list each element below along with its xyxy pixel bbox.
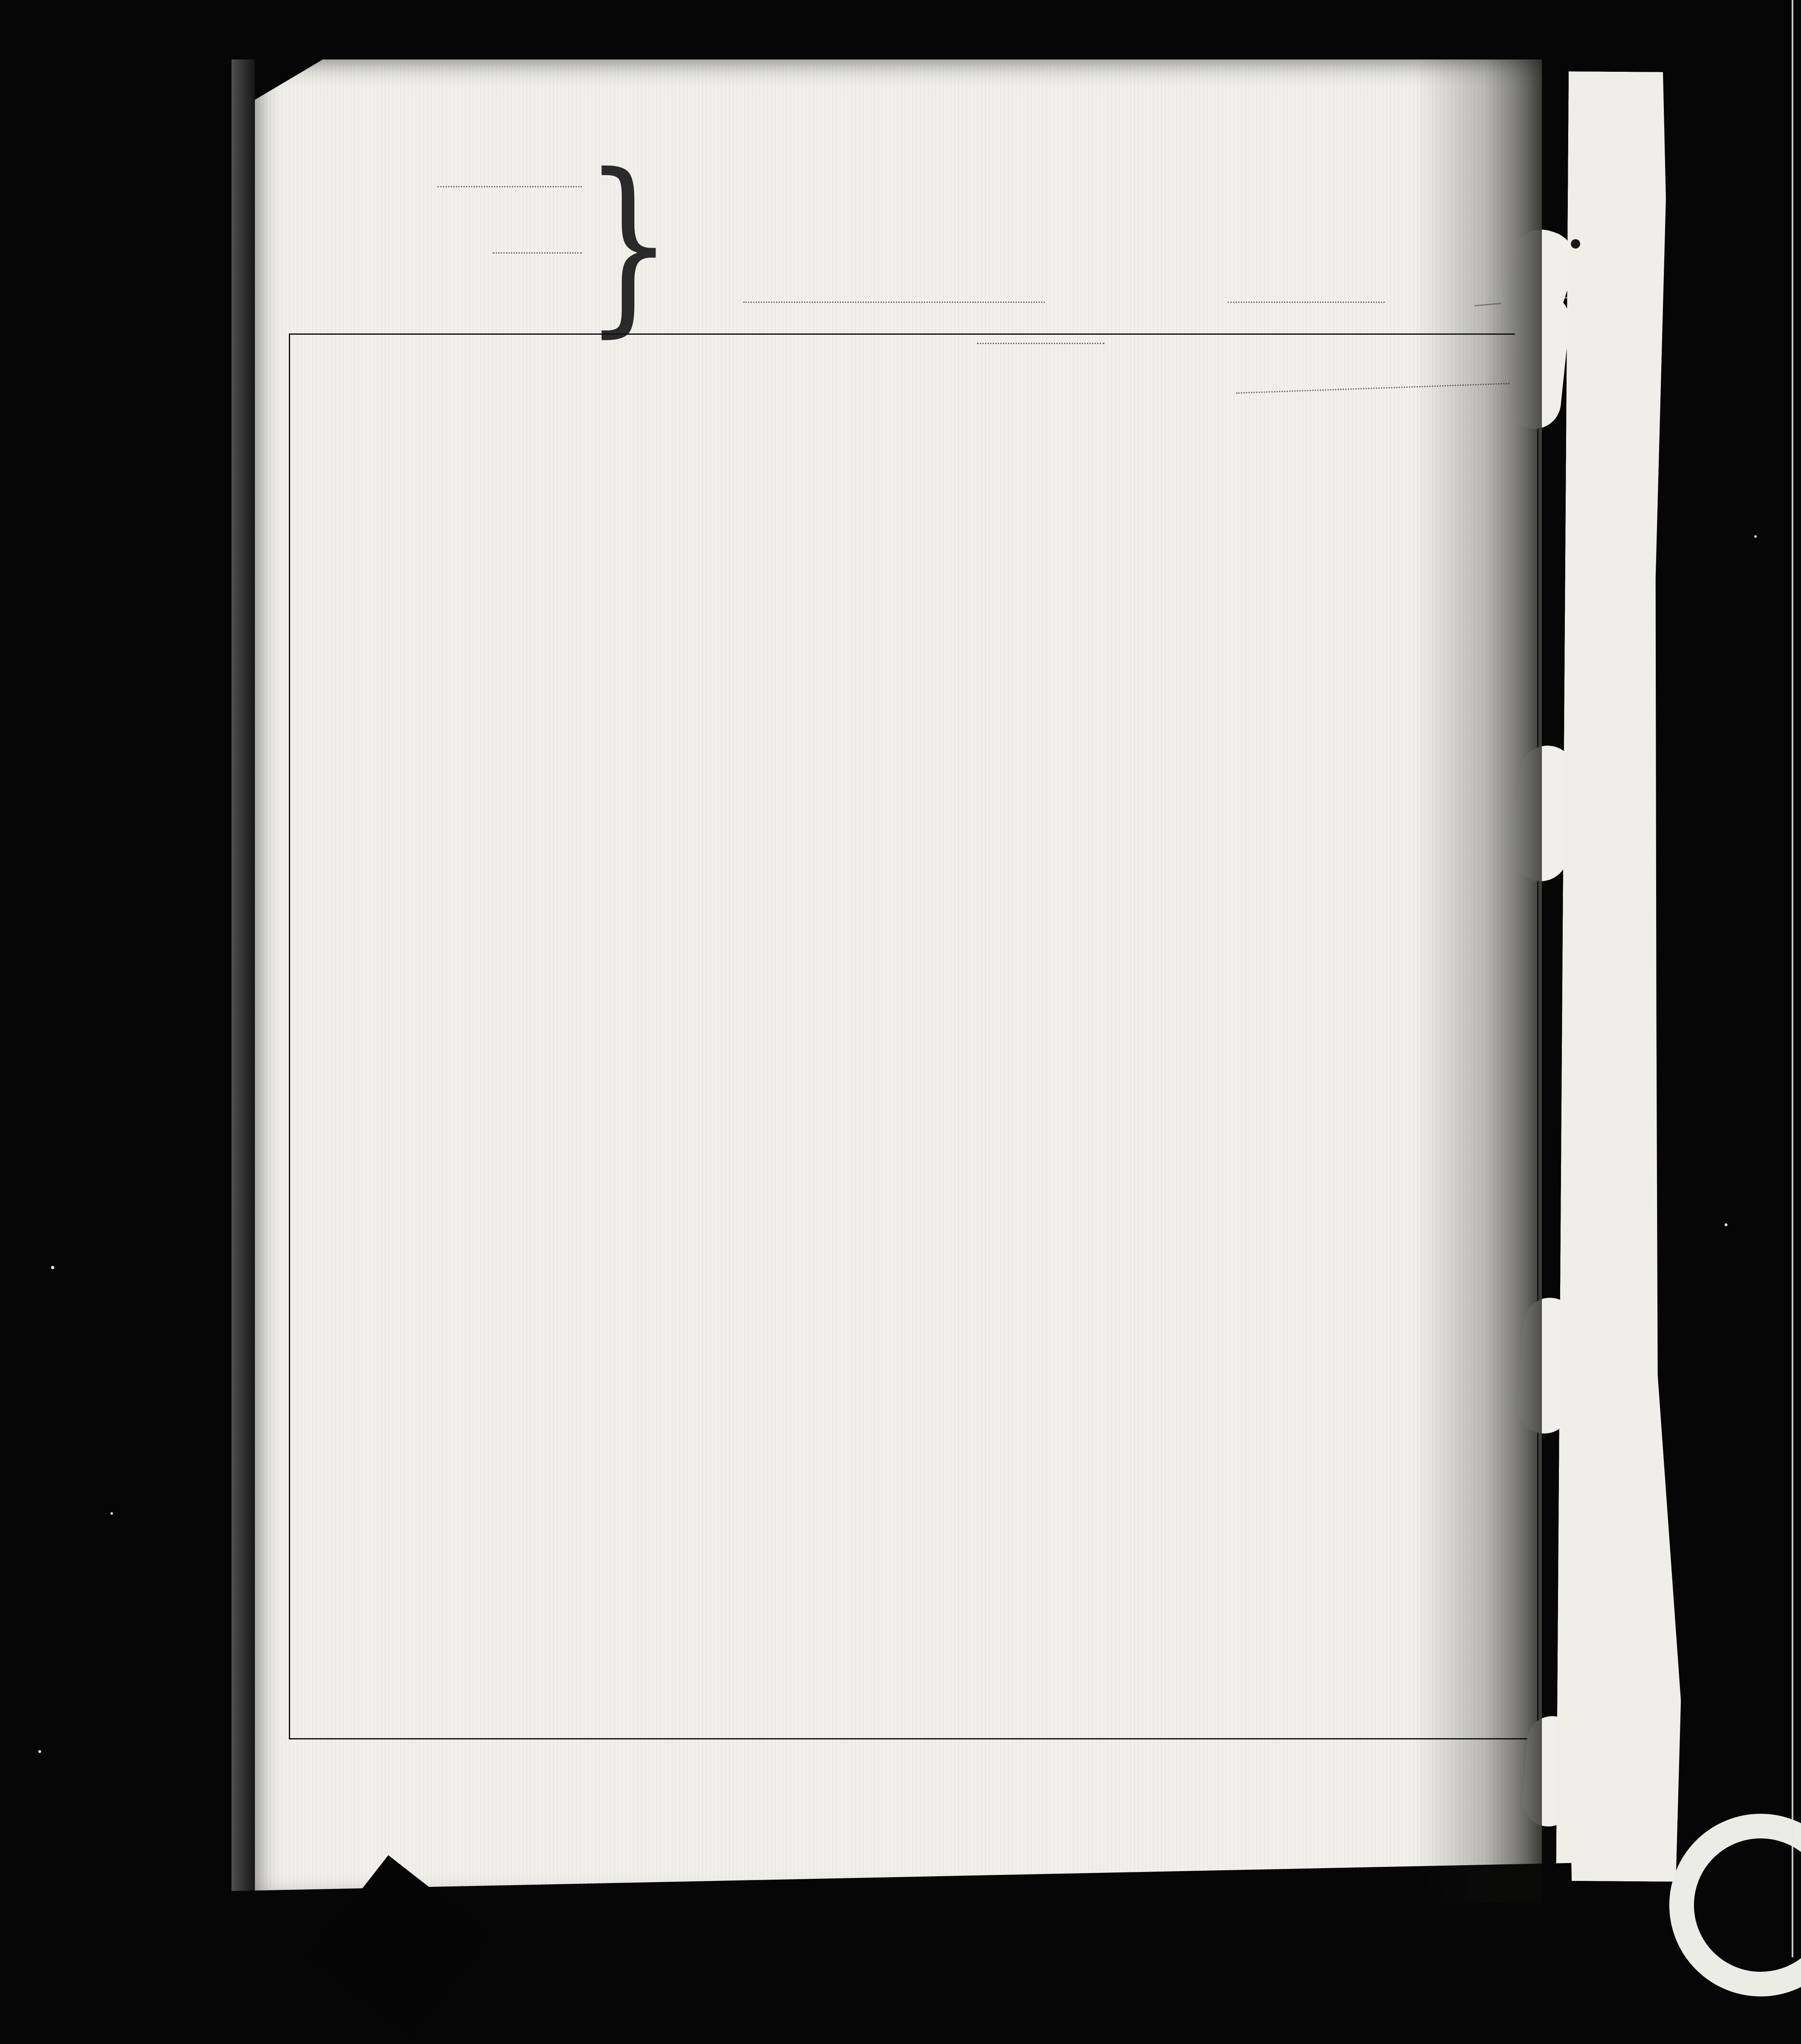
county-blank	[1228, 301, 1385, 303]
census-page-left	[255, 59, 1542, 1903]
hole-punch	[1571, 239, 1580, 248]
binder-ring-large	[1669, 1814, 1801, 1996]
film-right-edge	[1792, 0, 1793, 1957]
rp-table	[1569, 71, 1696, 72]
film-speck	[1725, 1223, 1728, 1226]
film-speck	[1754, 535, 1757, 538]
census-table	[289, 333, 1538, 1739]
film-speck	[51, 1266, 54, 1269]
page-corner-notch	[255, 59, 323, 100]
film-speck	[110, 1512, 113, 1515]
district-brace: }	[584, 134, 673, 354]
film-speck	[38, 1750, 41, 1753]
sup-dist-blank	[493, 251, 582, 254]
binding-shadow	[1414, 59, 1542, 1903]
census-page-right	[1556, 71, 1696, 1882]
place-blank	[743, 301, 1045, 303]
page-no-blank	[438, 185, 582, 187]
